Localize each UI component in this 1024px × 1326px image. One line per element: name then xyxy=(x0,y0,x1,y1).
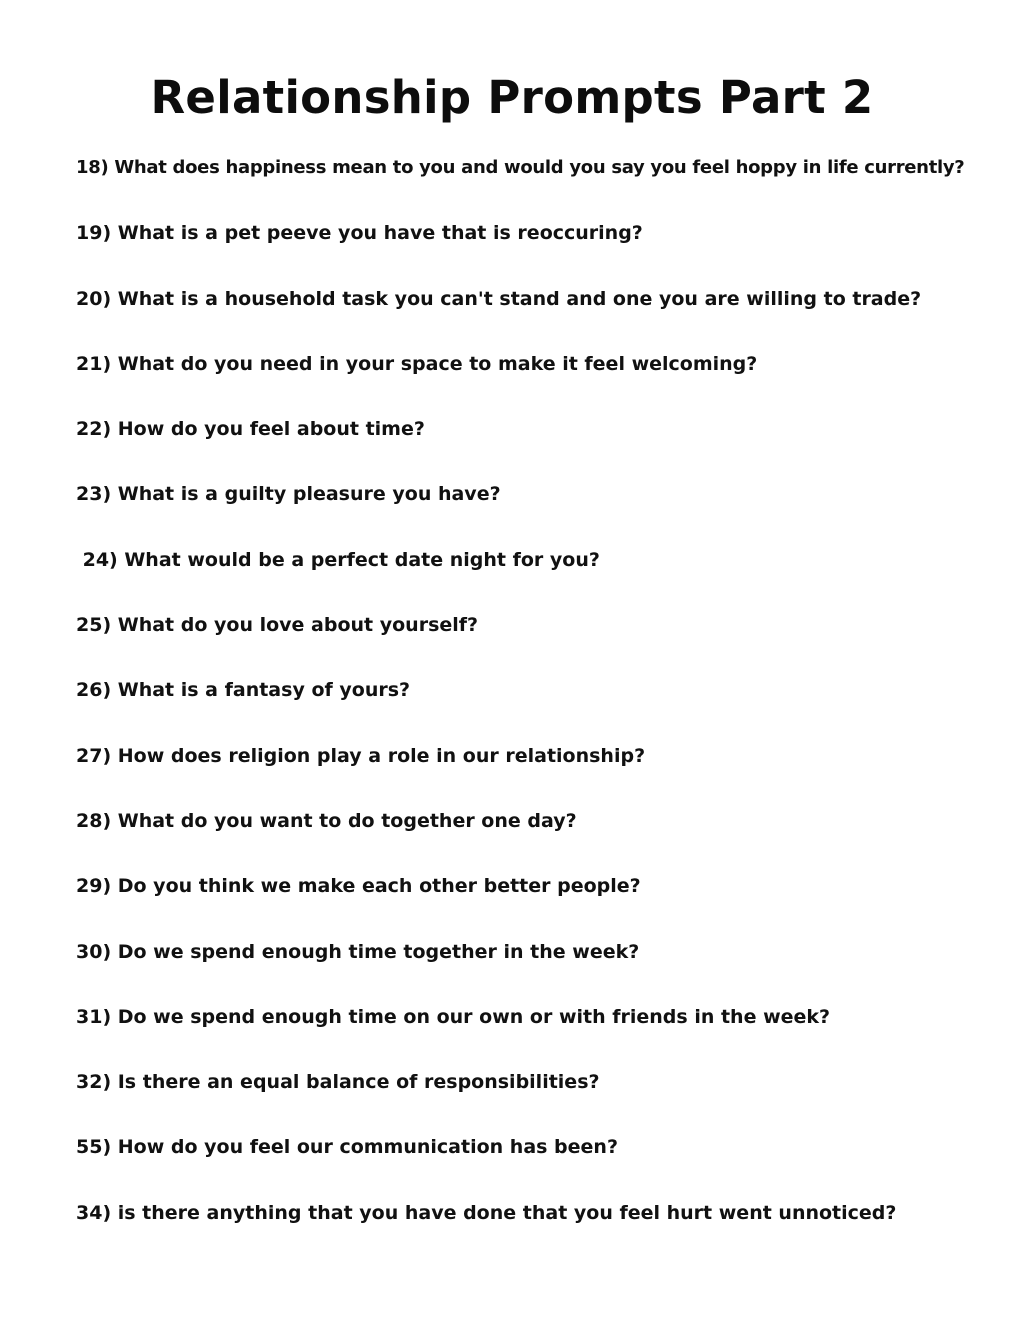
prompt-item: 26) What is a fantasy of yours? xyxy=(76,679,411,702)
prompt-item: 21) What do you need in your space to make it feel welcoming? xyxy=(76,352,758,375)
prompt-item: 24) What would be a perfect date night for you? xyxy=(76,548,600,571)
prompt-item: 32) Is there an equal balance of responsibilities? xyxy=(76,1071,600,1094)
page-title: Relationship Prompts Part 2 xyxy=(150,71,874,124)
prompt-item: 55) How do you feel our communication has been? xyxy=(76,1136,618,1159)
prompt-item: 22) How do you feel about time? xyxy=(76,418,425,441)
prompt-item: 18) What does happiness mean to you and would you say you feel hoppy in life currently? xyxy=(76,157,965,178)
prompt-item: 31) Do we spend enough time on our own or with friends in the week? xyxy=(76,1005,831,1028)
prompt-item: 23) What is a guilty pleasure you have? xyxy=(76,483,501,506)
prompt-item: 20) What is a household task you can't stand and one you are willing to trade? xyxy=(76,287,922,310)
prompt-item: 25) What do you love about yourself? xyxy=(76,614,479,637)
prompt-item: 19) What is a pet peeve you have that is reoccuring? xyxy=(76,222,643,245)
prompt-list xyxy=(76,153,996,1263)
prompt-item: 29) Do you think we make each other better people? xyxy=(76,875,641,898)
prompt-item: 28) What do you want to do together one day? xyxy=(76,809,577,832)
prompt-item: 34) is there anything that you have done that you feel hurt went unnoticed? xyxy=(76,1201,897,1224)
prompt-item: 30) Do we spend enough time together in the week? xyxy=(76,940,640,963)
prompt-item: 27) How does religion play a role in our relationship? xyxy=(76,744,646,767)
